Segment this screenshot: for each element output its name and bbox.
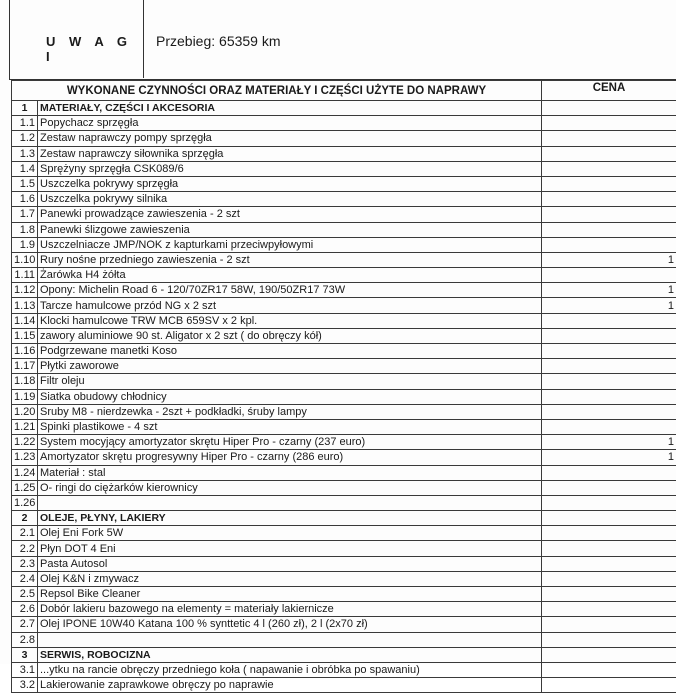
row-number: 1.6 (12, 192, 38, 207)
row-price (542, 541, 676, 556)
row-number: 2.4 (12, 571, 38, 586)
row-description: Rury nośne przedniego zawieszenia - 2 szt (38, 252, 542, 267)
table-row (12, 222, 676, 237)
row-description: Uszczelka pokrywy sprzęgła (38, 176, 542, 191)
row-price (542, 662, 676, 677)
row-number: 3.2 (12, 678, 38, 693)
row-price (542, 617, 676, 632)
row-price (542, 602, 676, 617)
table-row (12, 541, 676, 556)
row-price (542, 268, 676, 283)
table-row (12, 404, 676, 419)
row-description: Dobór lakieru bazowego na elementy = materiały lakiernicze (38, 602, 542, 617)
row-price (542, 207, 676, 222)
table-row (12, 176, 676, 191)
row-price (542, 587, 676, 602)
row-price (542, 556, 676, 571)
row-description: Płyn DOT 4 Eni (38, 541, 542, 556)
row-number: 1.11 (12, 268, 38, 283)
row-number: 1.14 (12, 313, 38, 328)
table-row (12, 252, 676, 267)
row-price: 1 (542, 435, 676, 450)
row-number: 1.5 (12, 176, 38, 191)
repair-items-table (11, 80, 676, 693)
row-price (542, 526, 676, 541)
row-description: Zestaw naprawczy pompy sprzęgła (38, 131, 542, 146)
table-row (12, 131, 676, 146)
row-number: 1.23 (12, 450, 38, 465)
row-price (542, 328, 676, 343)
row-number: 1.18 (12, 374, 38, 389)
notes-label: U W A G I (46, 34, 143, 64)
row-price (542, 222, 676, 237)
row-number: 1.15 (12, 328, 38, 343)
row-description: Panewki ślizgowe zawieszenia (38, 222, 542, 237)
table-header-row (12, 81, 676, 101)
row-description: Tarcze hamulcowe przód NG x 2 szt (38, 298, 542, 313)
row-price (542, 131, 676, 146)
row-number: 1 (12, 101, 38, 116)
row-description: ...ytku na rancie obręczy przedniego koła ( napawanie i obróbka po spawaniu) (38, 662, 542, 677)
row-description: Popychacz sprzęgła (38, 116, 542, 131)
row-description: O- ringi do ciężarków kierownicy (38, 480, 542, 495)
row-price (542, 389, 676, 404)
row-number: 3 (12, 647, 38, 662)
row-description: Żarówka H4 żółta (38, 268, 542, 283)
table-row (12, 435, 676, 450)
repair-items-body (12, 81, 676, 693)
row-number: 1.3 (12, 146, 38, 161)
row-price (542, 511, 676, 526)
row-number: 2 (12, 511, 38, 526)
row-number: 3.1 (12, 662, 38, 677)
row-number: 1.22 (12, 435, 38, 450)
table-row (12, 571, 676, 586)
row-description: Opony: Michelin Road 6 - 120/70ZR17 58W, 190/50ZR17 73W (38, 283, 542, 298)
table-row (12, 268, 676, 283)
table-row (12, 116, 676, 131)
table-row (12, 298, 676, 313)
row-number: 2.5 (12, 587, 38, 602)
row-price (542, 116, 676, 131)
mileage-text: Przebieg: 65359 km (156, 33, 281, 49)
row-number: 2.2 (12, 541, 38, 556)
table-row (12, 313, 676, 328)
row-price (542, 465, 676, 480)
row-number: 1.10 (12, 252, 38, 267)
table-row (12, 328, 676, 343)
row-price (542, 313, 676, 328)
row-description: Płytki zaworowe (38, 359, 542, 374)
row-description: Sprężyny sprzęgła CSK089/6 (38, 161, 542, 176)
section-row (12, 647, 676, 662)
row-price (542, 647, 676, 662)
row-price (542, 359, 676, 374)
row-description: Filtr oleju (38, 374, 542, 389)
row-price (542, 495, 676, 510)
table-row (12, 632, 676, 647)
section-title: MATERIAŁY, CZĘŚCI I AKCESORIA (38, 101, 542, 116)
row-description (38, 495, 542, 510)
row-price (542, 678, 676, 693)
row-number: 1.1 (12, 116, 38, 131)
section-title: SERWIS, ROBOCIZNA (38, 647, 542, 662)
row-number: 1.25 (12, 480, 38, 495)
table-title: WYKONANE CZYNNOŚCI ORAZ MATERIAŁY I CZĘŚCI UŻYTE DO NAPRAWY (12, 81, 542, 101)
table-row (12, 556, 676, 571)
row-description: Lakierowanie zaprawkowe obręczy po naprawie (38, 678, 542, 693)
row-description: Olej K&N i zmywacz (38, 571, 542, 586)
section-title: OLEJE, PŁYNY, LAKIERY (38, 511, 542, 526)
table-row (12, 495, 676, 510)
section-row (12, 101, 676, 116)
row-description (38, 632, 542, 647)
row-description: Siatka obudowy chłodnicy (38, 389, 542, 404)
row-description: System mocyjący amortyzator skrętu Hiper Pro - czarny (237 euro) (38, 435, 542, 450)
row-price (542, 632, 676, 647)
row-number: 2.8 (12, 632, 38, 647)
table-row (12, 450, 676, 465)
row-price (542, 192, 676, 207)
row-number: 2.7 (12, 617, 38, 632)
row-description: zawory aluminiowe 90 st. Aligator x 2 szt ( do obręczy kół) (38, 328, 542, 343)
table-row (12, 465, 676, 480)
row-number: 1.13 (12, 298, 38, 313)
row-price: 1 (542, 298, 676, 313)
row-price (542, 480, 676, 495)
row-number: 1.21 (12, 419, 38, 434)
table-row (12, 678, 676, 693)
row-description: Sruby M8 - nierdzewka - 2szt + podkładki, śruby lampy (38, 404, 542, 419)
notes-cell (10, 0, 144, 78)
row-number: 1.4 (12, 161, 38, 176)
table-row (12, 389, 676, 404)
row-price (542, 146, 676, 161)
table-row (12, 480, 676, 495)
row-description: Spinki plastikowe - 4 szt (38, 419, 542, 434)
table-row (12, 344, 676, 359)
row-number: 1.17 (12, 359, 38, 374)
row-description: Uszczelka pokrywy silnika (38, 192, 542, 207)
row-number: 2.1 (12, 526, 38, 541)
row-number: 1.19 (12, 389, 38, 404)
table-row (12, 526, 676, 541)
table-row (12, 161, 676, 176)
row-number: 1.9 (12, 237, 38, 252)
row-price (542, 374, 676, 389)
row-price (542, 161, 676, 176)
row-number: 1.8 (12, 222, 38, 237)
table-row (12, 207, 676, 222)
row-price (542, 176, 676, 191)
table-row (12, 587, 676, 602)
row-number: 2.3 (12, 556, 38, 571)
row-number: 1.20 (12, 404, 38, 419)
table-row (12, 662, 676, 677)
table-row (12, 283, 676, 298)
row-number: 1.24 (12, 465, 38, 480)
table-row (12, 192, 676, 207)
table-row (12, 617, 676, 632)
row-price (542, 404, 676, 419)
row-number: 1.16 (12, 344, 38, 359)
row-price: 1 (542, 252, 676, 267)
row-price: 1 (542, 450, 676, 465)
table-row (12, 237, 676, 252)
notes-header (9, 0, 676, 80)
table-row (12, 359, 676, 374)
row-description: Amortyzator skrętu progresywny Hiper Pro - czarny (286 euro) (38, 450, 542, 465)
row-number: 2.6 (12, 602, 38, 617)
table-row (12, 602, 676, 617)
row-description: Uszczelniacze JMP/NOK z kapturkami przeciwpyłowymi (38, 237, 542, 252)
row-description: Klocki hamulcowe TRW MCB 659SV x 2 kpl. (38, 313, 542, 328)
row-price (542, 344, 676, 359)
row-number: 1.7 (12, 207, 38, 222)
table-row (12, 374, 676, 389)
section-row (12, 511, 676, 526)
row-number: 1.12 (12, 283, 38, 298)
row-description: Repsol Bike Cleaner (38, 587, 542, 602)
row-price: 1 (542, 283, 676, 298)
row-description: Materiał : stal (38, 465, 542, 480)
row-description: Podgrzewane manetki Koso (38, 344, 542, 359)
row-number: 1.2 (12, 131, 38, 146)
row-description: Zestaw naprawczy siłownika sprzęgła (38, 146, 542, 161)
row-description: Pasta Autosol (38, 556, 542, 571)
row-number: 1.26 (12, 495, 38, 510)
row-price (542, 237, 676, 252)
price-column-header: CENA (542, 81, 676, 101)
row-price (542, 101, 676, 116)
table-row (12, 419, 676, 434)
row-description: Olej IPONE 10W40 Katana 100 % synttetic 4 l (260 zł), 2 l (2x70 zł) (38, 617, 542, 632)
row-price (542, 571, 676, 586)
row-description: Panewki prowadzące zawieszenia - 2 szt (38, 207, 542, 222)
table-row (12, 146, 676, 161)
row-description: Olej Eni Fork 5W (38, 526, 542, 541)
row-price (542, 419, 676, 434)
